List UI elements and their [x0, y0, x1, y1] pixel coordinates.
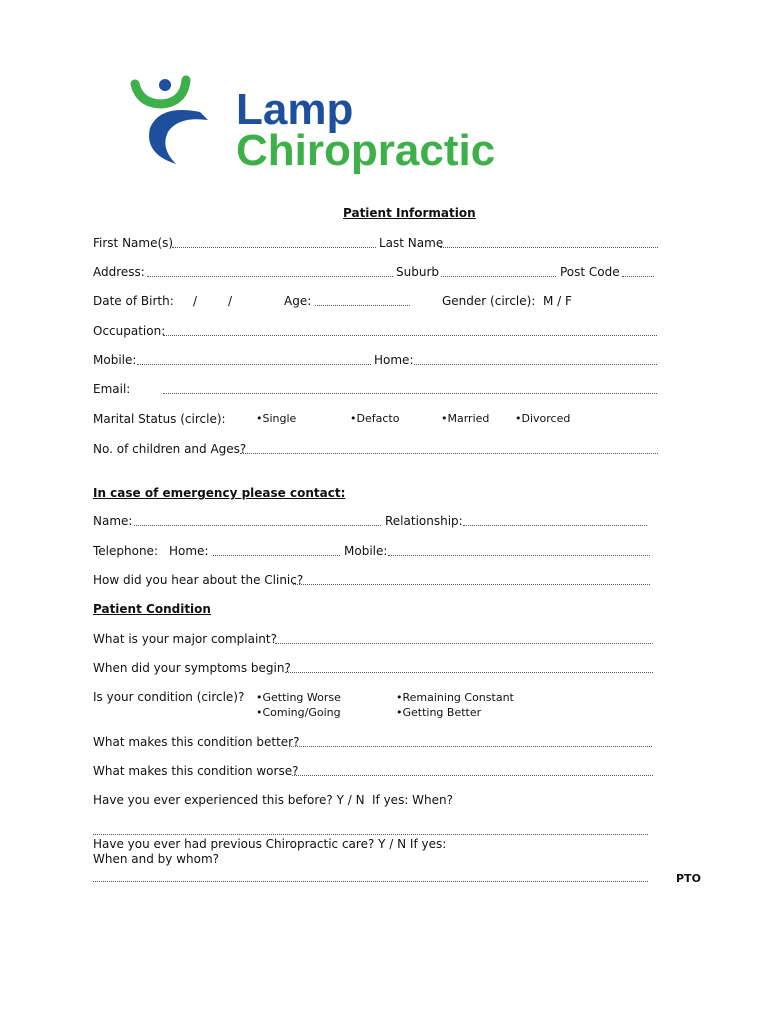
heard-about-label: How did you hear about the Clinic?: [93, 573, 304, 587]
condition-option-better[interactable]: •Getting Better: [396, 706, 482, 719]
email-field[interactable]: [163, 393, 657, 394]
experienced-when-field[interactable]: [93, 834, 648, 835]
emergency-name-field[interactable]: [134, 525, 381, 526]
previous-care-field[interactable]: [93, 881, 648, 882]
children-field[interactable]: [240, 453, 658, 454]
post-code-label: Post Code: [560, 265, 620, 279]
home-field[interactable]: [414, 364, 657, 365]
age-field[interactable]: [315, 305, 410, 306]
occupation-label: Occupation:: [93, 324, 166, 338]
first-name-label: First Name(s): [93, 236, 174, 250]
gender-options[interactable]: M / F: [543, 294, 572, 308]
address-field[interactable]: [147, 276, 393, 277]
condition-option-coming-going[interactable]: •Coming/Going: [256, 706, 341, 719]
better-label: What makes this condition better?: [93, 735, 300, 749]
better-field[interactable]: [289, 746, 652, 747]
dob-label: Date of Birth:: [93, 294, 174, 308]
marital-option-single[interactable]: •Single: [256, 412, 297, 425]
children-label: No. of children and Ages?: [93, 442, 247, 456]
symptoms-field[interactable]: [285, 672, 653, 673]
marital-option-defacto[interactable]: •Defacto: [350, 412, 400, 425]
marital-status-label: Marital Status (circle):: [93, 412, 226, 426]
emergency-mobile-label: Mobile:: [344, 544, 388, 558]
mobile-label: Mobile:: [93, 353, 137, 367]
relationship-field[interactable]: [463, 525, 647, 526]
previous-care-whom-label: When and by whom?: [93, 852, 220, 866]
logo-word-chiropractic: Chiropractic: [236, 126, 496, 175]
gender-label: Gender (circle):: [442, 294, 536, 308]
if-yes-when-label: If yes: When?: [372, 793, 453, 807]
age-label: Age:: [284, 294, 312, 308]
emergency-home-label: Home:: [169, 544, 209, 558]
dob-slash-2: /: [228, 294, 233, 308]
condition-option-worse[interactable]: •Getting Worse: [256, 691, 341, 704]
worse-label: What makes this condition worse?: [93, 764, 299, 778]
emergency-heading: In case of emergency please contact:: [93, 486, 346, 500]
post-code-field[interactable]: [622, 276, 654, 277]
first-name-field[interactable]: [172, 247, 376, 248]
form-title: Patient Information: [343, 206, 476, 220]
email-label: Email:: [93, 382, 131, 396]
logo-swoosh: [149, 110, 208, 164]
mobile-field[interactable]: [137, 364, 371, 365]
address-label: Address:: [93, 265, 145, 279]
worse-field[interactable]: [292, 775, 653, 776]
marital-option-married[interactable]: •Married: [441, 412, 490, 425]
last-name-field[interactable]: [440, 247, 658, 248]
condition-heading: Patient Condition: [93, 602, 211, 616]
condition-option-constant[interactable]: •Remaining Constant: [396, 691, 514, 704]
relationship-label: Relationship:: [385, 514, 463, 528]
telephone-label: Telephone:: [93, 544, 158, 558]
complaint-field[interactable]: [275, 643, 653, 644]
home-label: Home:: [374, 353, 414, 367]
symptoms-label: When did your symptoms begin?: [93, 661, 291, 675]
logo-word-lamp: Lamp: [236, 85, 354, 134]
dob-slash-1: /: [193, 294, 198, 308]
logo-figure-head: [159, 79, 171, 91]
emergency-mobile-field[interactable]: [388, 555, 650, 556]
occupation-field[interactable]: [163, 335, 657, 336]
condition-state-label: Is your condition (circle)?: [93, 690, 245, 704]
pto-label: PTO: [676, 872, 701, 885]
marital-option-divorced[interactable]: •Divorced: [515, 412, 571, 425]
heard-about-field[interactable]: [293, 584, 650, 585]
last-name-label: Last Name: [379, 236, 444, 250]
suburb-label: Suburb: [396, 265, 439, 279]
lamp-chiropractic-logo: [130, 68, 590, 180]
emergency-home-field[interactable]: [213, 555, 340, 556]
suburb-field[interactable]: [441, 276, 556, 277]
previous-care-label: Have you ever had previous Chiropractic care? Y / N If yes:: [93, 837, 447, 851]
emergency-name-label: Name:: [93, 514, 133, 528]
complaint-label: What is your major complaint?: [93, 632, 277, 646]
experienced-label: Have you ever experienced this before? Y / N: [93, 793, 365, 807]
